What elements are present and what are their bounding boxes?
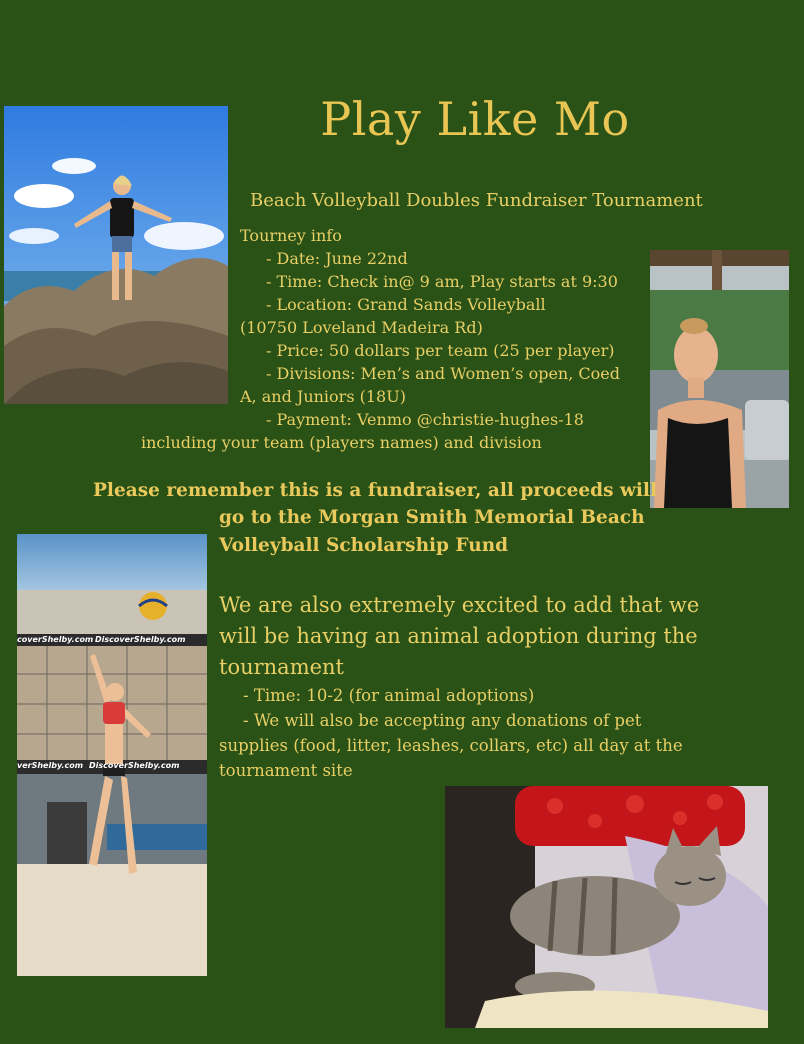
tourney-payment-cont: including your team (players names) and division [141,433,542,452]
tourney-address: (10750 Loveland Madeira Rd) [240,318,483,337]
banner-text-lower-mid: DiscoverShelby.com [89,761,180,770]
fundraiser-line-2: go to the Morgan Smith Memorial Beach [219,507,645,528]
fundraiser-line-1: Please remember this is a fundraiser, all proceeds will [93,480,657,501]
adoption-line-1: We are also extremely excited to add that we [219,593,700,617]
tourney-location: - Location: Grand Sands Volleyball [266,295,546,314]
tourney-payment: - Payment: Venmo @christie-hughes-18 [266,410,584,429]
tourney-date: - Date: June 22nd [266,249,408,268]
tourney-info-heading: Tourney info [240,226,342,245]
banner-text-left: coverShelby.com [17,635,94,644]
subtitle: Beach Volleyball Doubles Fundraiser Tournament [250,190,703,211]
tourney-time: - Time: Check in@ 9 am, Play starts at 9:30 [266,272,618,291]
portrait-photo [650,250,789,508]
adoption-line-2: will be having an animal adoption during the [219,624,698,648]
adoption-time: - Time: 10-2 (for animal adoptions) [243,686,535,705]
fundraiser-line-3: Volleyball Scholarship Fund [219,535,509,556]
page-title: Play Like Mo [320,92,630,146]
adoption-line-3: tournament [219,655,344,679]
adoption-donations-cont-2: tournament site [219,761,353,780]
beach-rocks-photo [4,106,228,404]
tourney-divisions: - Divisions: Men’s and Women’s open, Coed [266,364,620,383]
adoption-donations-cont: supplies (food, litter, leashes, collars, etc) all day at the [219,736,683,755]
tourney-price: - Price: 50 dollars per team (25 per player) [266,341,615,360]
volleyball-player-photo [17,534,207,976]
tourney-divisions-cont: A, and Juniors (18U) [240,387,406,406]
adoption-donations: - We will also be accepting any donations of pet [243,711,642,730]
banner-text-mid: DiscoverShelby.com [95,635,186,644]
banner-text-lower-left: verShelby.com [17,761,84,770]
kitten-photo [445,786,768,1028]
